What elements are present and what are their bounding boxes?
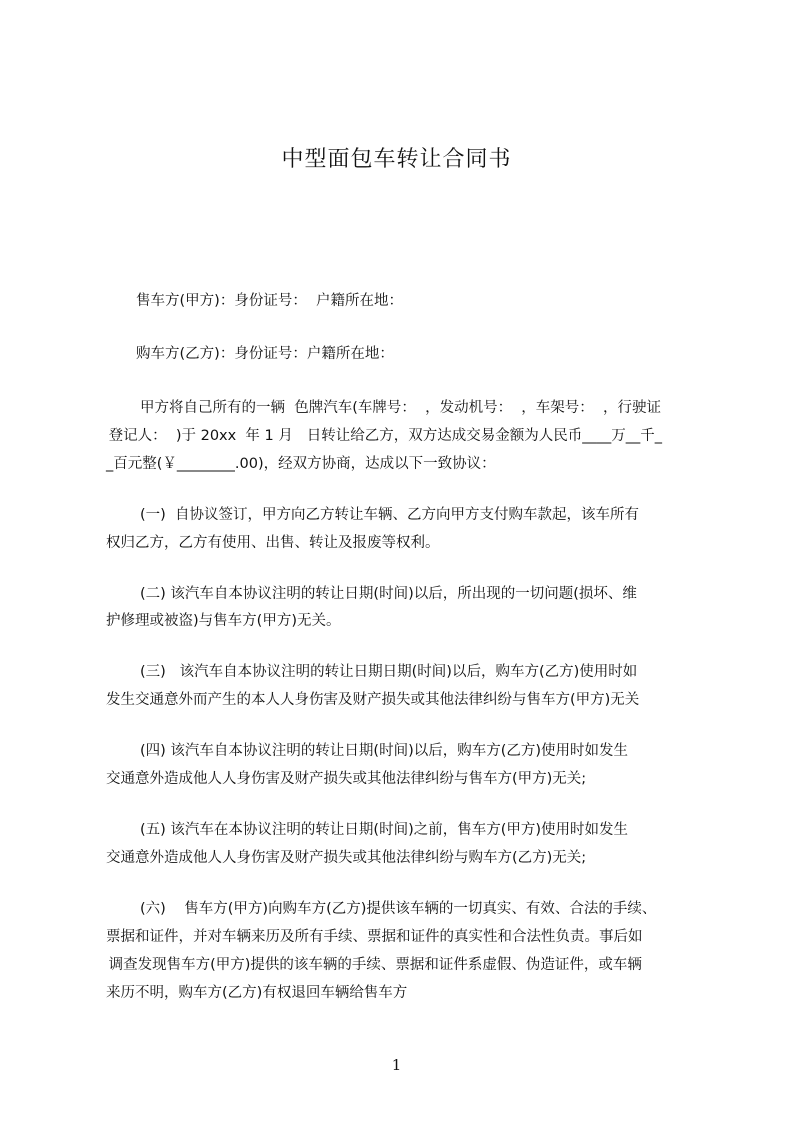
text-line: 交通意外造成他人人身伤害及财产损失或其他法律纠纷与售车方(甲方)无关; (106, 771, 587, 787)
text-line: 票据和证件，并对车辆来历及所有手续、票据和证件的真实性和合法性负责。事后如 (106, 929, 643, 945)
text-line: (五) 该汽车在本协议注明的转让日期(时间)之前，售车方(甲方)使用时如发生 (140, 822, 629, 838)
text-line: 购车方(乙方)：身份证号：户籍所在地： (136, 346, 394, 362)
text-line: 交通意外造成他人人身伤害及财产损失或其他法律纠纷与购车方(乙方)无关; (106, 850, 587, 866)
text-line: (二) 该汽车自本协议注明的转让日期(时间)以后，所出现的一切问题(损坏、维 (140, 586, 637, 602)
text-line: 调查发现售车方(甲方)提供的该车辆的手续、票据和证件系虚假、伪造证件，或车辆 (104, 957, 642, 973)
text-line: (四) 该汽车自本协议注明的转让日期(时间)以后，购车方(乙方)使用时如发生 (140, 743, 629, 759)
page-number: 1 (391, 1056, 402, 1074)
text-line: 来历不明，购车方(乙方)有权退回车辆给售车方 (106, 985, 408, 1001)
text-line: 甲方将自己所有的一辆 色牌汽车(车牌号： ，发动机号： ，车架号： ，行驶证 (140, 400, 662, 416)
text-line: (一) 自协议签订，甲方向乙方转让车辆、乙方向甲方支付购车款起，该车所有 (140, 507, 640, 523)
text-line: 登记人： )于 20xx 年 1 月 日转让给乙方，双方达成交易金额为人民币____万__千_ (104, 428, 662, 444)
text-line: 售车方(甲方)：身份证号： 户籍所在地： (136, 293, 404, 309)
text-line: 权归乙方，乙方有使用、出售、转让及报废等权利。 (106, 535, 440, 551)
text-line: 发生交通意外而产生的本人人身伤害及财产损失或其他法律纠纷与售车方(甲方)无关 (106, 692, 640, 708)
document-title: 中型面包车转让合同书 (281, 147, 512, 172)
text-line: (三) 该汽车自本协议注明的转让日期日期(时间)以后，购车方(乙方)使用时如 (140, 664, 638, 680)
text-line: _百元整(￥________.00)，经双方协商，达成以下一致协议： (106, 456, 496, 472)
text-line: 护修理或被盗)与售车方(甲方)无关。 (106, 613, 341, 629)
text-line: (六) 售车方(甲方)向购车方(乙方)提供该车辆的一切真实、有效、合法的手续、 (140, 901, 657, 917)
